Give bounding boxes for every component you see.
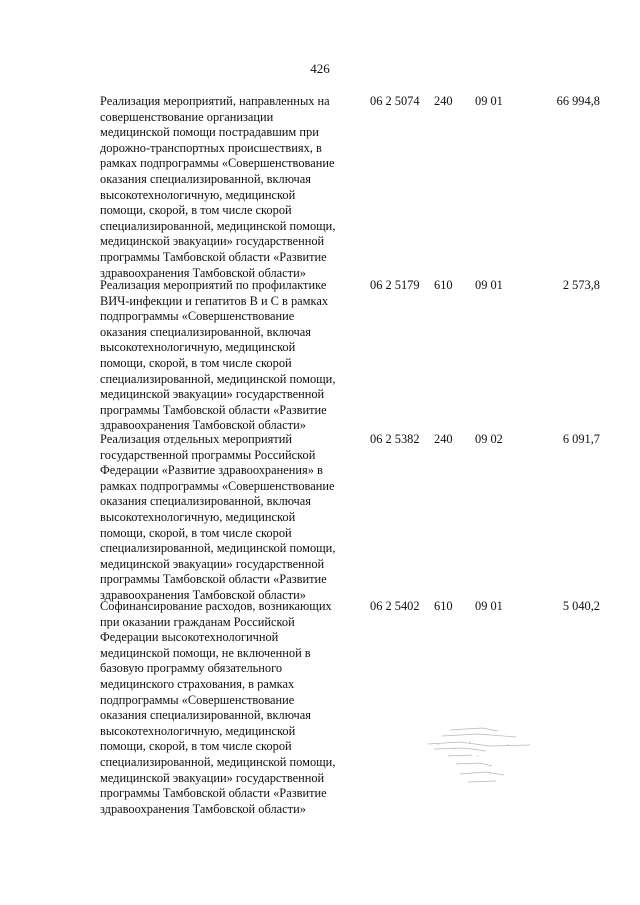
- faint-stamp-mark: [420, 722, 540, 792]
- row-target-code: 06 2 5179: [370, 278, 420, 292]
- row-expense-type: 240: [434, 94, 453, 108]
- row-section: 09 01: [475, 599, 503, 613]
- row-description: Реализация отдельных мероприятий государственной программы Российской Федерации «Развитие здравоохранения» в рамках подпрограммы «Совершенствование оказания специализированной, включая высокотехнологичную, медицинской помощи, скорой, в том числе скорой специализированной, медицинской помощи, медицинской эвакуации» государственной программы Тамбовской области «Развитие здравоохранения Тамбовской области»: [100, 432, 336, 602]
- row-section: 09 01: [475, 94, 503, 108]
- page-number: 426: [310, 61, 330, 76]
- row-section: 09 01: [475, 278, 503, 292]
- row-description: Реализация мероприятий, направленных на совершенствование организации медицинской помощи пострадавшим при дорожно-транспортных происшествиях, в рамках подпрограммы «Совершенствование оказания специализированной, включая высокотехнологичную, медицинской помощи, скорой, в том числе скорой специализированной, медицинской помощи, медицинской эвакуации» государственной программы Тамбовской области «Развитие здравоохранения Тамбовской области»: [100, 94, 336, 280]
- row-target-code: 06 2 5382: [370, 432, 420, 446]
- row-expense-type: 240: [434, 432, 453, 446]
- row-expense-type: 610: [434, 599, 453, 613]
- row-target-code: 06 2 5074: [370, 94, 420, 108]
- row-section: 09 02: [475, 432, 503, 446]
- row-amount: 6 091,7: [562, 432, 600, 446]
- row-expense-type: 610: [434, 278, 453, 292]
- row-description: Софинансирование расходов, возникающих при оказании гражданам Российской Федерации высокотехнологичной медицинской помощи, не включенной в базовую программу обязательного медицинского страхования, в рамках подпрограммы «Совершенствование оказания специализированной, включая высокотехнологичную, медицинской помощи, скорой, в том числе скорой специализированной, медицинской помощи, медицинской эвакуации» государственной программы Тамбовской области «Развитие здравоохранения Тамбовской области»: [100, 599, 336, 816]
- row-amount: 2 573,8: [562, 278, 600, 292]
- row-amount: 5 040,2: [562, 599, 600, 613]
- row-description: Реализация мероприятий по профилактике ВИЧ-инфекции и гепатитов В и С в рамках подпрограммы «Совершенствование оказания специализированной, включая высокотехнологичную, медицинской помощи, скорой, в том числе скорой специализированной, медицинской помощи, медицинской эвакуации» государственной программы Тамбовской области «Развитие здравоохранения Тамбовской области»: [100, 278, 336, 433]
- row-target-code: 06 2 5402: [370, 599, 420, 613]
- row-amount: 66 994,8: [556, 94, 600, 108]
